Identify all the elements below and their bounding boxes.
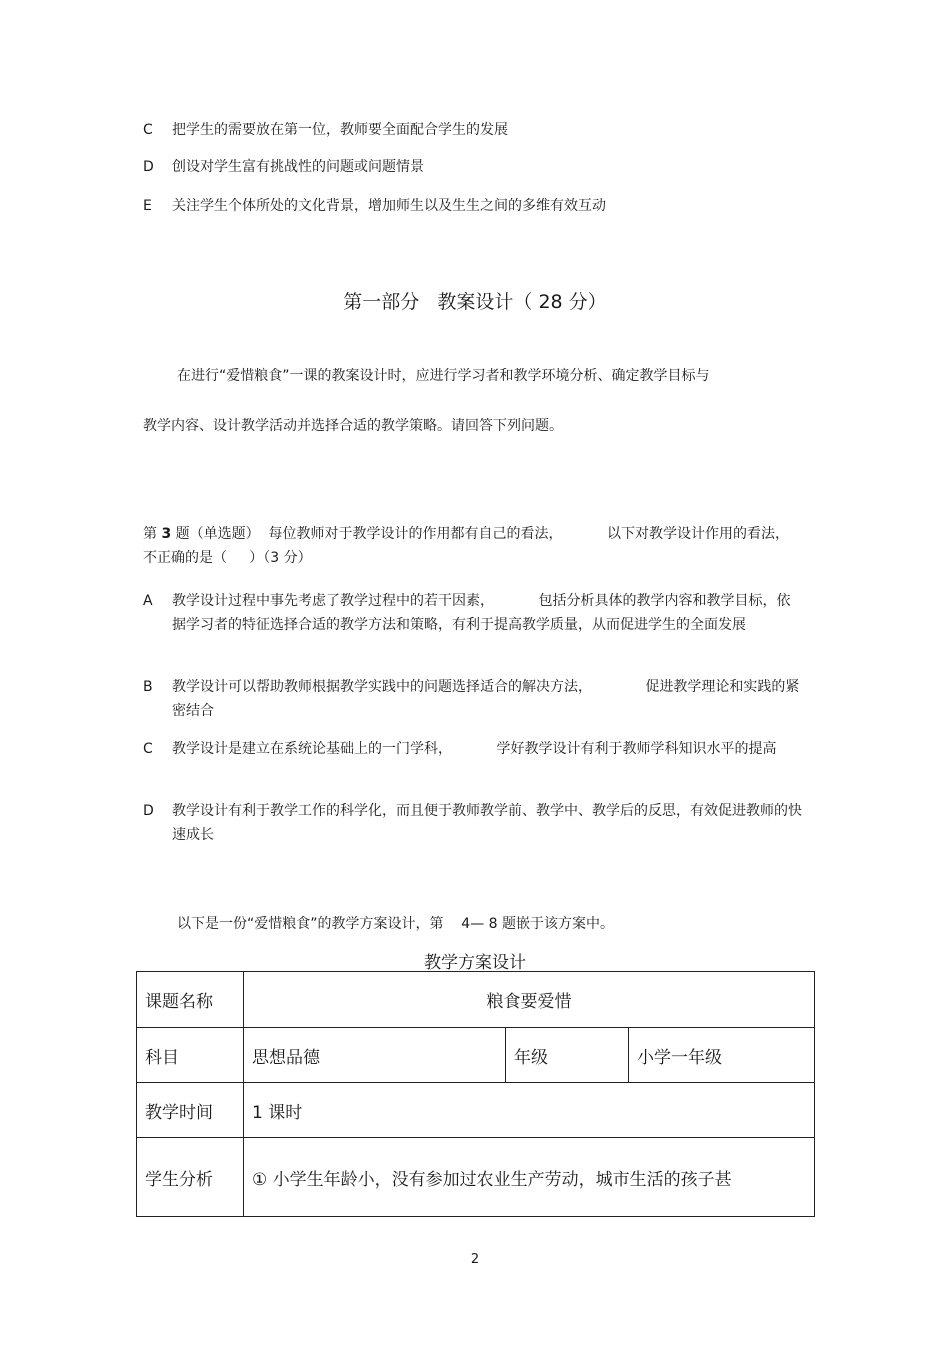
- plan-intro: 以下是一份“爱惜粮食”的教学方案设计，第 4— 8 题嵌于该方案中。: [177, 916, 615, 932]
- q3-option-d: [143, 799, 803, 847]
- option-text: 把学生的需要放在第一位，教师要全面配合学生的发展: [172, 122, 508, 138]
- option-text: 创设对学生富有挑战性的问题或问题情景: [172, 159, 424, 175]
- analysis-value: ① 小学生年龄小，没有参加过农业生产劳动，城市生活的孩子甚: [244, 1138, 815, 1217]
- option-d: [143, 155, 803, 179]
- table-row: [137, 1138, 815, 1217]
- option-text: 教学设计可以帮助教师根据教学实践中的问题选择适合的解决方法， 促进教学理论和实践的紧密结合: [172, 679, 800, 719]
- option-letter: D: [143, 159, 154, 175]
- option-letter: D: [143, 803, 154, 819]
- option-letter: C: [143, 122, 153, 138]
- time-label: 教学时间: [137, 1083, 244, 1138]
- question-stem-body: 题（单选题） 每位教师对于教学设计的作用都有自己的看法， 以下对教学设计作用的看法，不正确的是（ ）（3 分）: [143, 526, 790, 566]
- table-caption: 教学方案设计: [424, 953, 526, 973]
- topic-value: 粮食要爱惜: [244, 972, 815, 1028]
- lesson-plan-table: [136, 971, 815, 1217]
- analysis-label: 学生分析: [137, 1138, 244, 1217]
- option-text: 教学设计有利于教学工作的科学化，而且便于教师教学前、教学中、教学后的反思，有效促进教师的快速成长: [172, 803, 802, 843]
- option-letter: C: [143, 741, 153, 757]
- question-stem-prefix: 第: [143, 526, 162, 542]
- page-number: 2: [470, 1252, 480, 1267]
- question-number: 3: [161, 526, 172, 542]
- option-c: [143, 118, 803, 142]
- intro-line-1: 在进行“爱惜粮食”一课的教案设计时，应进行学习者和教学环境分析、确定教学目标与: [177, 368, 710, 384]
- option-text: 教学设计是建立在系统论基础上的一门学科， 学好教学设计有利于教师学科知识水平的提高: [172, 741, 777, 757]
- option-letter: E: [143, 198, 152, 214]
- grade-value: 小学一年级: [629, 1028, 815, 1083]
- subject-label: 科目: [137, 1028, 244, 1083]
- option-e: [143, 194, 803, 218]
- q3-option-a: [143, 589, 803, 637]
- table-row: [137, 1028, 815, 1083]
- topic-label: 课题名称: [137, 972, 244, 1028]
- intro-line-2: 教学内容、设计教学活动并选择合适的教学策略。请回答下列问题。: [143, 418, 563, 434]
- grade-label: 年级: [506, 1028, 629, 1083]
- table-row: [137, 972, 815, 1028]
- option-letter: B: [143, 679, 153, 695]
- q3-option-b: [143, 675, 803, 723]
- table-row: [137, 1083, 815, 1138]
- question-3-stem: [143, 522, 803, 570]
- section-title: 第一部分 教案设计（ 28 分）: [343, 291, 607, 313]
- q3-option-c: [143, 737, 803, 761]
- time-value: 1 课时: [244, 1083, 815, 1138]
- option-text: 教学设计过程中事先考虑了教学过程中的若干因素， 包括分析具体的教学内容和教学目标，依据学习者的特征选择合适的教学方法和策略，有利于提高教学质量，从而促进学生的全面发展: [172, 593, 791, 633]
- subject-value: 思想品德: [244, 1028, 506, 1083]
- option-letter: A: [143, 593, 153, 609]
- option-text: 关注学生个体所处的文化背景，增加师生以及生生之间的多维有效互动: [172, 198, 606, 214]
